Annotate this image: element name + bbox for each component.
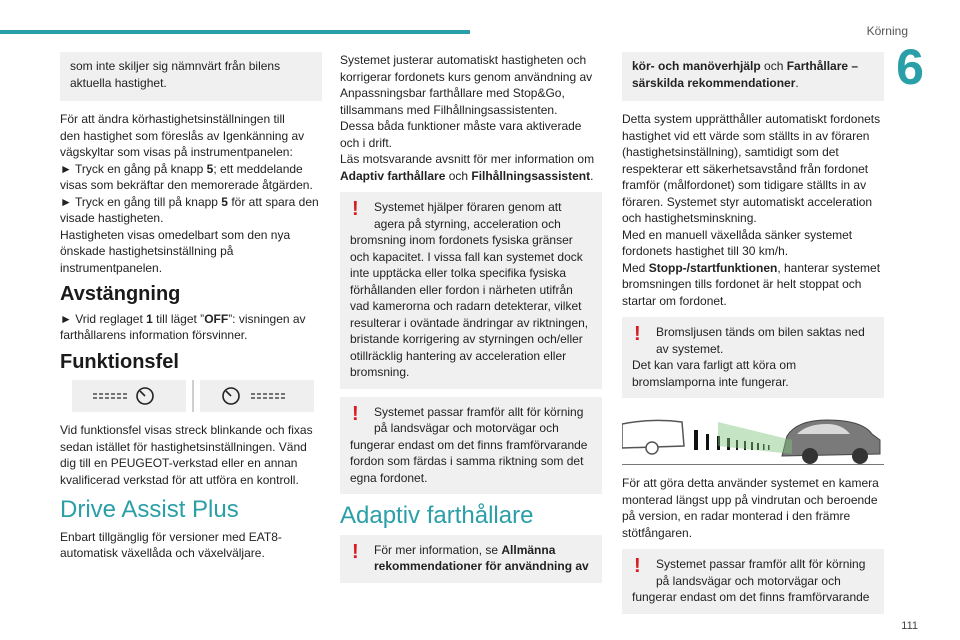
warning-icon: ! bbox=[634, 555, 641, 577]
warning-box bbox=[622, 317, 884, 398]
heading-avstangning: Avstängning bbox=[60, 283, 181, 305]
off-text: ”: visningen av farthållarens information försvinner. bbox=[60, 311, 306, 342]
warning-text bbox=[350, 542, 592, 575]
warning-text: bromsning inom fordonets fysiska gränser och kapacitet. I vissa fall kan systemet dock inte upptäcka eller tolka specifika fysiska förhållanden eller fordon i närheten utifrån vad kamerorna och radarn detekterar, vilket resulterar i oväntade ändringar av riktningen, bristande korrigering av styrningen och/eller otillräcklig hantering av acceleration eller bromsning. bbox=[350, 233, 589, 379]
warning-link: Allmänna rekommendationer för användning av bbox=[374, 542, 589, 573]
note-text bbox=[632, 58, 874, 91]
step-2-text: ► Tryck en gång till på knapp bbox=[60, 194, 222, 209]
off-position: OFF bbox=[204, 311, 229, 326]
ref-text: och bbox=[445, 168, 472, 183]
note-text: som inte skiljer sig nämnvärt från bilens aktuella hastighet. bbox=[70, 59, 281, 90]
acc-description: Detta system upprätthåller automatiskt fordonets hastighet vid ett värde som ställts in av föraren (hastighetsinställning), samtidigt som det respekterar ett säkerhetsavstånd från fordonet framför (målfordonet) som tidigare ställts in av föraren. Systemet styr automatiskt acceleration och hastighetsminskning. bbox=[622, 112, 881, 225]
warning-text: Systemet passar framför allt för körning på landsvägar och motorvägar och bbox=[656, 557, 866, 588]
ref-link: Adaptiv farthållare bbox=[340, 168, 446, 183]
das-intro: Systemet justerar automatiskt hastigheten och korrigerar fordonets kurs genom användning av Anpassningsbar farthållare med Stop&Go, tillsammans med Filhållningsassistenten. bbox=[340, 53, 593, 117]
acc-manual: Med en manuell växellåda sänker systemet fordonets hastighet till 30 km/h. bbox=[622, 227, 853, 258]
warning-box bbox=[340, 535, 602, 583]
warning-text: Systemet passar framför allt för körning på landsvägar och motorvägar och bbox=[374, 404, 584, 435]
ref-link: Filhållningsassistent bbox=[471, 168, 591, 183]
stopstart-text: Med bbox=[622, 260, 649, 275]
continued-note bbox=[60, 52, 322, 101]
off-text: ► Vrid reglaget bbox=[60, 311, 147, 326]
warning-text: fungerar endast om det finns framförvarande bbox=[632, 590, 870, 604]
chapter-number: 6 bbox=[896, 39, 924, 95]
warning-icon: ! bbox=[352, 402, 359, 425]
warning-box bbox=[340, 397, 602, 495]
speedo-dashes-right-icon bbox=[200, 380, 314, 412]
result-text: Hastigheten visas omedelbart som den nya önskade hastighetsinställning på instrumentpanelen. bbox=[60, 227, 291, 275]
warning-icon: ! bbox=[352, 540, 359, 563]
ref-text: Läs motsvarande avsnitt för mer information om bbox=[340, 152, 595, 166]
ref-text: . bbox=[590, 168, 594, 183]
continued-note bbox=[622, 52, 884, 101]
acc-radar-illustration bbox=[622, 406, 884, 465]
acc-sensors: För att göra detta använder systemet en kamera monterad längst upp på vindrutan och beroende på version, en radar monterad i den främre stötfångaren. bbox=[622, 476, 879, 540]
warning-text: Bromsljusen tänds om bilen saktas ned av systemet. bbox=[656, 325, 865, 356]
intro-line: vägskyltar som visas på instrumentpanelen: bbox=[60, 145, 293, 159]
off-text: till läget ” bbox=[152, 311, 205, 326]
stopstart-text: , hanterar systemet bromsningen tills fordonet är helt stoppat och startar om fordonet. bbox=[622, 260, 881, 308]
control-ref: 1 bbox=[146, 311, 153, 326]
note-link: kör- och manöverhjälp bbox=[632, 59, 761, 73]
intro-line: den hastighet som föreslås av Igenkänning av bbox=[60, 128, 305, 143]
warning-text-part: För mer information, se bbox=[374, 542, 502, 557]
column-3 bbox=[622, 52, 884, 622]
warning-text: Systemet hjälper föraren genom att agera på styrning, acceleration och bbox=[374, 200, 562, 231]
column-2 bbox=[340, 52, 602, 591]
heading-adaptiv-farthallare: Adaptiv farthållare bbox=[340, 502, 534, 529]
das-requirement: Dessa båda funktioner måste vara aktiverade och i drift. bbox=[340, 119, 582, 150]
warning-box bbox=[340, 192, 602, 389]
das-paragraph: Enbart tillgänglig för versioner med EAT8-automatisk växellåda och växelväljare. bbox=[60, 529, 282, 560]
heading-funktionsfel: Funktionsfel bbox=[60, 350, 179, 373]
warning-text: Det kan vara farligt att köra om bromslamporna inte fungerar. bbox=[632, 358, 797, 389]
acc-stopstart bbox=[622, 260, 884, 310]
note-link: Farthållare – särskilda rekommendationer bbox=[632, 59, 859, 90]
column-1 bbox=[60, 52, 322, 568]
das-reference bbox=[340, 151, 602, 184]
warning-icon: ! bbox=[352, 198, 359, 220]
step-2-text: för att spara den visade hastigheten. bbox=[60, 194, 319, 225]
heading-drive-assist-plus: Drive Assist Plus bbox=[60, 496, 239, 523]
section-title: Körning bbox=[866, 24, 908, 38]
speedo-dashes-left-icon bbox=[72, 380, 186, 412]
step-1-text: ; ett meddelande visas som bekräftar den memorerade åtgärden. bbox=[60, 161, 313, 192]
warning-box bbox=[622, 549, 884, 614]
header-accent-bar bbox=[0, 30, 470, 34]
note-text-part: . bbox=[795, 75, 799, 90]
warning-icon: ! bbox=[634, 323, 641, 345]
warning-text: fungerar endast om det finns framförvarande fordon som färdas i samma riktning som det egna fordonet. bbox=[350, 437, 588, 485]
off-paragraph bbox=[60, 311, 322, 344]
note-text-part: och bbox=[760, 59, 787, 73]
icon-separator bbox=[192, 380, 194, 412]
stopstart-term: Stopp-/startfunktionen bbox=[648, 260, 778, 275]
intro-line: För att ändra körhastighetsinställningen till bbox=[60, 112, 285, 126]
fault-display-icons bbox=[72, 378, 322, 414]
page-number: 111 bbox=[901, 620, 918, 632]
intro-paragraph bbox=[60, 111, 322, 276]
fault-paragraph: Vid funktionsfel visas streck blinkande och fixas sedan istället för hastighetsinställningen. Vänd dig till en PEUGEOT-verkstad eller en annan kvalificerad verkstad för att utföra en kontroll. bbox=[60, 423, 313, 487]
button-ref: 5 bbox=[221, 194, 228, 209]
button-ref: 5 bbox=[206, 161, 214, 176]
step-1-text: ► Tryck en gång på knapp bbox=[60, 161, 207, 176]
